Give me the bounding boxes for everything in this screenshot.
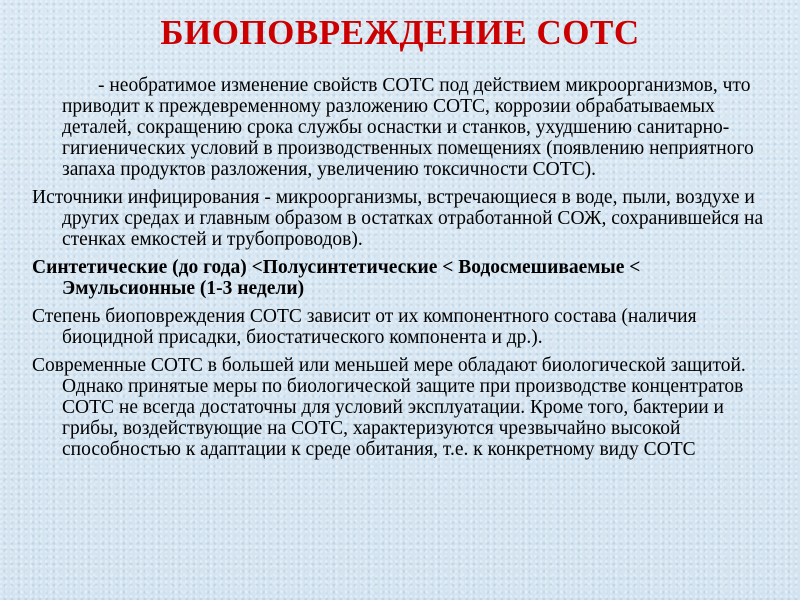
fluid-types-comparison: Синтетические (до года) <Полусинтетические < Водосмешиваемые < Эмульсионные (1-3 недели) <box>32 257 641 299</box>
damage-degree-paragraph: Степень биоповреждения СОТС зависит от их компонентного состава (наличия биоцидной присадки, биостатического компонента и др.). <box>32 306 697 348</box>
slide-title: БИОПОВРЕЖДЕНИЕ СОТС <box>160 13 640 52</box>
slide-body <box>32 75 772 467</box>
biological-protection-paragraph: Современные СОТС в большей или меньшей мере обладают биологической защитой. Однако принятые меры по биологической защите при производстве концентратов СОТС не всегда достаточны для условий эксплуатации. Кроме того, бактерии и грибы, воздействующие на СОТС, характеризуются чрезвычайно высокой способностью к адаптации к среде обитания, т.е. к конкретному виду СОТС <box>32 355 746 460</box>
definition-paragraph: - необратимое изменение свойств СОТС под действием микроорганизмов, что приводит к преждевременному разложению СОТС, коррозии обрабатываемых деталей, сокращению срока службы оснастки и станков, ухудшению санитарно-гигиенических условий в производственных помещениях (появлению неприятного запаха продуктов разложения, увеличению токсичности СОТС). <box>62 75 754 180</box>
infection-sources-paragraph: Источники инфицирования - микроорганизмы, встречающиеся в воде, пыли, воздухе и других средах и главным образом в остатках отработанной СОЖ, сохранившейся на стенках емкостей и трубопроводов). <box>32 187 764 250</box>
